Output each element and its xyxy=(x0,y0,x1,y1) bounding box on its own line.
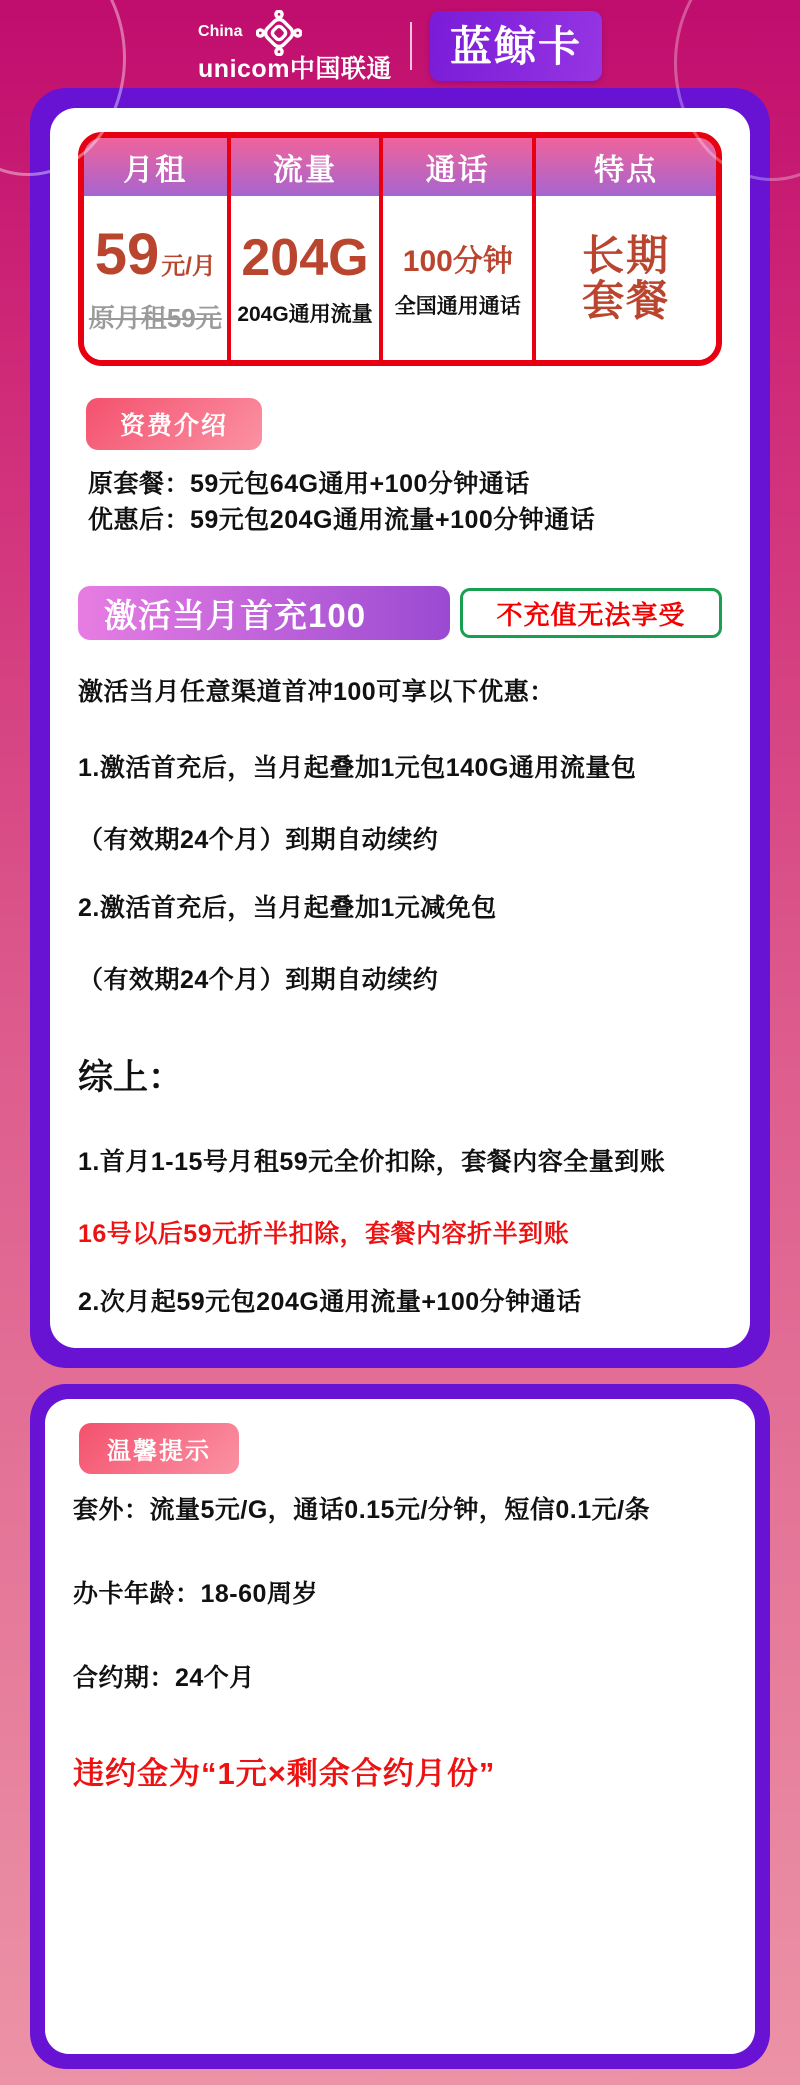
activation-item-1: 1.激活首充后，当月起叠加1元包140G通用流量包 xyxy=(78,754,637,782)
pricing-badge: 资费介绍 xyxy=(86,398,262,450)
plan-column-data xyxy=(227,138,380,360)
column-header-voice: 通话 xyxy=(383,138,532,196)
data-cell xyxy=(231,196,380,360)
plan-table xyxy=(78,132,722,366)
brand-name-en: China xyxy=(198,23,243,41)
recharge-warning-box: 不充值无法享受 xyxy=(460,588,722,638)
summary-item-2-highlight: 16号以后59元折半扣除，套餐内容折半到账 xyxy=(78,1220,570,1248)
plan-column-voice xyxy=(379,138,532,360)
fee-original-strikethrough: 原月租59元 xyxy=(88,303,222,333)
feature-line2: 套餐 xyxy=(582,277,671,324)
fee-unit: 元/月 xyxy=(161,253,216,280)
product-title: 蓝鲸卡 xyxy=(430,11,602,81)
column-header-data: 流量 xyxy=(231,138,380,196)
pricing-original-line: 原套餐：59元包64G通用+100分钟通话 xyxy=(88,470,530,498)
header-divider xyxy=(410,22,412,70)
activation-item-4: （有效期24个月）到期自动续约 xyxy=(78,966,439,994)
main-card xyxy=(50,108,750,1348)
column-header-fee: 月租 xyxy=(84,138,227,196)
feature-line1: 长期 xyxy=(582,231,671,279)
tips-age-line: 办卡年龄：18-60周岁 xyxy=(73,1580,318,1608)
main-panel xyxy=(30,88,770,1368)
feature-cell xyxy=(536,196,716,360)
activation-intro: 激活当月任意渠道首冲100可享以下优惠： xyxy=(78,678,555,706)
data-subtext: 204G通用流量 xyxy=(237,303,373,326)
header xyxy=(0,0,800,88)
tips-panel xyxy=(30,1384,770,2069)
fee-cell xyxy=(84,196,227,360)
data-value: 204G xyxy=(241,229,369,287)
summary-item-1: 1.首月1-15号月租59元全价扣除，套餐内容全量到账 xyxy=(78,1148,666,1176)
column-header-feature: 特点 xyxy=(536,138,716,196)
tips-contract-line: 合约期：24个月 xyxy=(73,1664,255,1692)
voice-subtext: 全国通用通话 xyxy=(394,295,521,318)
activation-item-3: 2.激活首充后，当月起叠加1元减免包 xyxy=(78,894,497,922)
tips-badge: 温馨提示 xyxy=(79,1423,239,1474)
penalty-line: 违约金为“1元×剩余合约月份” xyxy=(73,1756,496,1791)
plan-column-feature xyxy=(532,138,716,360)
unicom-logo-icon xyxy=(256,10,302,56)
pricing-lines xyxy=(88,466,722,538)
summary-heading: 综上： xyxy=(78,1058,184,1097)
activation-banner: 激活当月首充100 xyxy=(78,586,450,640)
tips-card xyxy=(45,1399,755,2054)
pricing-discounted-line: 优惠后：59元包204G通用流量+100分钟通话 xyxy=(88,506,596,534)
tips-overage-line: 套外：流量5元/G，通话0.15元/分钟，短信0.1元/条 xyxy=(73,1496,651,1524)
activation-banner-row xyxy=(78,586,722,640)
voice-value: 100分钟 xyxy=(402,245,513,278)
summary-item-3: 2.次月起59元包204G通用流量+100分钟通话 xyxy=(78,1288,582,1316)
brand-block xyxy=(198,10,392,82)
voice-cell xyxy=(383,196,532,360)
fee-value: 59 xyxy=(94,222,160,287)
plan-column-fee xyxy=(84,138,227,360)
brand-name-cn: unicom中国联通 xyxy=(198,54,392,83)
activation-item-2: （有效期24个月）到期自动续约 xyxy=(78,826,439,854)
